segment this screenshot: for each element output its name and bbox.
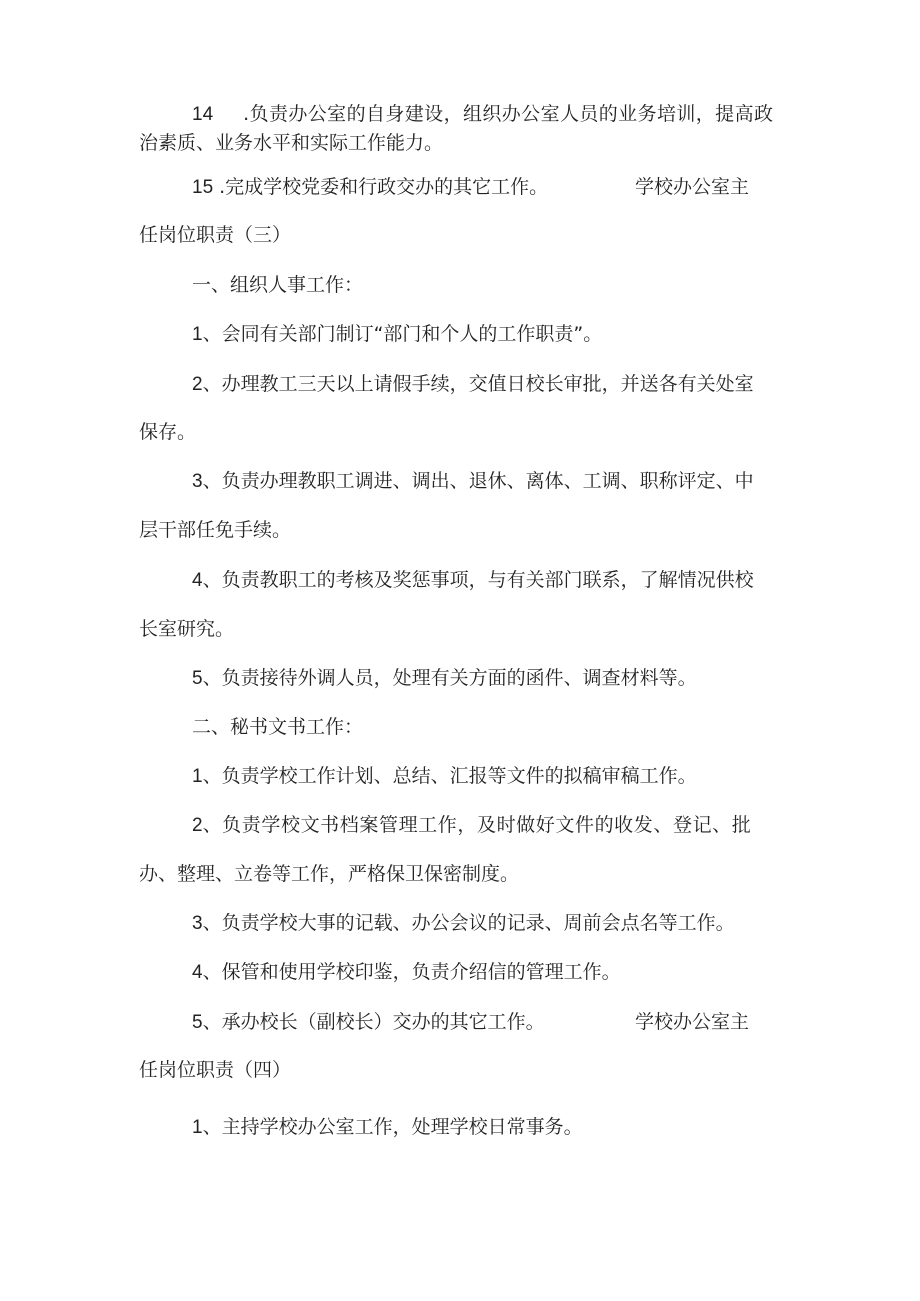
line-text: 任岗位职责（四） xyxy=(139,1059,292,1081)
paragraph-line xyxy=(192,1115,583,1140)
line-text: 、主持学校办公室工作，处理学校日常事务。 xyxy=(202,1116,583,1138)
item-number: 5 xyxy=(192,668,203,689)
item-number: 5 xyxy=(192,1012,203,1033)
item-number: 4 xyxy=(192,962,203,983)
line-text: 治素质、业务水平和实际工作能力。 xyxy=(139,132,444,154)
section-title-part xyxy=(635,1010,749,1034)
line-text: 、保管和使用学校印鉴，负责介绍信的管理工作。 xyxy=(202,961,621,983)
paragraph-line xyxy=(192,372,754,397)
paragraph-line xyxy=(139,518,291,542)
item-number: 1 xyxy=(192,766,203,787)
line-text: 任岗位职责（三） xyxy=(139,224,292,246)
line-text: 、负责学校文书档案管理工作，及时做好文件的收发、登记、批 xyxy=(202,814,752,836)
line-text: .负责办公室的自身建设，组织办公室人员的业务培训，提高政 xyxy=(243,103,774,125)
item-number: 3 xyxy=(192,471,203,492)
paragraph-line xyxy=(192,469,754,494)
section-heading xyxy=(192,273,363,297)
section-heading xyxy=(192,715,363,739)
paragraph-line xyxy=(192,911,735,936)
paragraph-line xyxy=(139,617,234,641)
paragraph-line xyxy=(192,568,754,593)
line-text: 、会同有关部门制订“部门和个人的工作职责”。 xyxy=(202,323,603,345)
line-text: 层干部任免手续。 xyxy=(139,519,292,541)
paragraph-line xyxy=(192,175,548,200)
line-text: 、负责学校大事的记载、办公会议的记录、周前会点名等工作。 xyxy=(202,912,735,934)
paragraph-line xyxy=(192,322,602,347)
line-text: 、承办校长（副校长）交办的其它工作。 xyxy=(202,1011,545,1033)
paragraph-line xyxy=(192,1010,545,1035)
item-number: 2 xyxy=(192,815,203,836)
item-number: 14 xyxy=(192,104,214,125)
paragraph-line xyxy=(139,420,196,444)
line-text: 二、秘书文书工作： xyxy=(192,716,364,738)
item-number: 3 xyxy=(192,913,203,934)
paragraph-line xyxy=(192,102,773,127)
line-text: 、负责教职工的考核及奖惩事项，与有关部门联系，了解情况供校 xyxy=(202,569,754,591)
item-number: 1 xyxy=(192,1117,203,1138)
line-text: 一、组织人事工作： xyxy=(192,274,364,296)
line-text: 、办理教工三天以上请假手续，交值日校长审批，并送各有关处室 xyxy=(202,373,754,395)
paragraph-line xyxy=(192,764,697,789)
item-number: 1 xyxy=(192,324,203,345)
paragraph-line xyxy=(192,666,697,691)
line-text: 学校办公室主 xyxy=(635,176,750,198)
item-number: 2 xyxy=(192,374,203,395)
line-text: 长室研究。 xyxy=(139,618,235,640)
line-text: 学校办公室主 xyxy=(635,1011,750,1033)
line-text: .完成学校党委和行政交办的其它工作。 xyxy=(219,176,549,198)
paragraph-line xyxy=(139,131,443,155)
line-text: 办、整理、立卷等工作，严格保卫保密制度。 xyxy=(139,863,520,885)
item-number: 15 xyxy=(192,177,214,198)
line-text: 保存。 xyxy=(139,421,197,443)
section-title xyxy=(139,1058,291,1082)
line-text: 、负责办理教职工调进、调出、退休、离体、工调、职称评定、中 xyxy=(202,470,754,492)
item-number: 4 xyxy=(192,570,203,591)
paragraph-line xyxy=(192,813,751,838)
paragraph-line xyxy=(139,862,519,886)
section-title-part xyxy=(635,175,749,199)
paragraph-line xyxy=(192,960,621,985)
line-text: 、负责学校工作计划、总结、汇报等文件的拟稿审稿工作。 xyxy=(202,765,697,787)
line-text: 、负责接待外调人员，处理有关方面的函件、调查材料等。 xyxy=(202,667,697,689)
section-title xyxy=(139,223,291,247)
